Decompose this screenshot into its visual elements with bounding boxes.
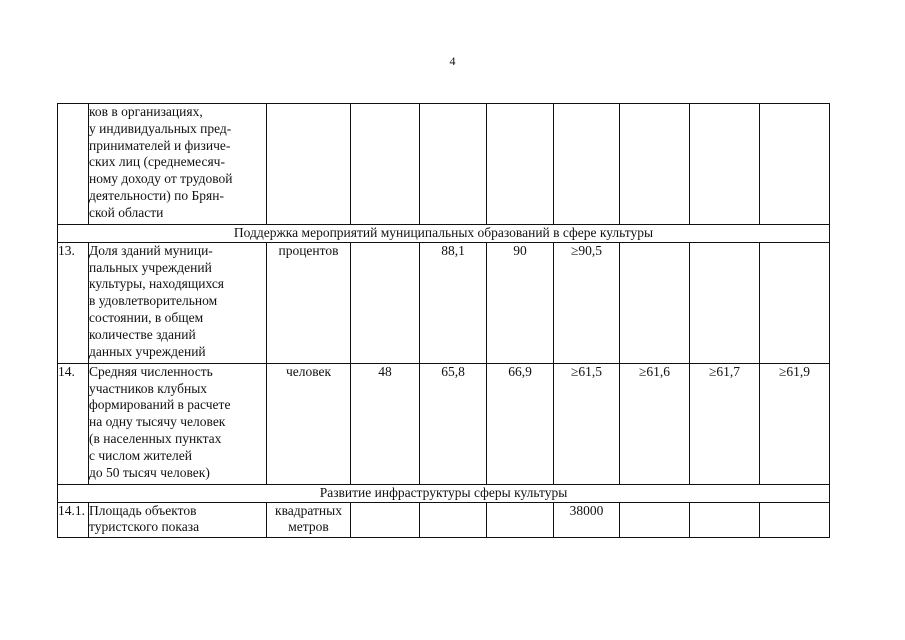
value-cell: 38000 xyxy=(554,502,620,537)
name-line: Средняя численность xyxy=(89,363,213,379)
name-line: состоянии, в общем xyxy=(89,309,204,325)
indicator-name-cell xyxy=(89,502,267,537)
value-cell: ≥61,6 xyxy=(620,363,690,484)
table-row-14 xyxy=(58,363,830,484)
name-line: на одну тысячу человек xyxy=(89,414,226,430)
value-cell: 48 xyxy=(351,363,420,484)
name-line: у индивидуальных пред- xyxy=(89,120,232,136)
value-cell xyxy=(760,104,830,225)
value-cell: 90 xyxy=(487,242,554,363)
name-line: Площадь объектов xyxy=(89,502,197,518)
value-cell xyxy=(351,242,420,363)
unit-cell xyxy=(267,502,351,537)
value-cell xyxy=(487,104,554,225)
value-cell: ≥61,9 xyxy=(760,363,830,484)
table-row-13 xyxy=(58,242,830,363)
unit-line: метров xyxy=(288,519,329,535)
name-line: до 50 тысяч человек) xyxy=(89,464,210,480)
value-cell xyxy=(620,502,690,537)
row-number: 14. xyxy=(58,363,89,484)
value-cell xyxy=(554,104,620,225)
name-line: ской области xyxy=(89,204,164,220)
name-line: с числом жителей xyxy=(89,447,192,463)
value-cell xyxy=(487,502,554,537)
name-line: культуры, находящихся xyxy=(89,276,225,292)
name-line: туристского показа xyxy=(89,519,200,535)
value-cell xyxy=(690,502,760,537)
value-cell xyxy=(420,104,487,225)
value-cell xyxy=(690,242,760,363)
value-cell xyxy=(351,104,420,225)
value-cell xyxy=(760,242,830,363)
value-cell: ≥90,5 xyxy=(554,242,620,363)
name-line: пальных учреждений xyxy=(89,259,212,275)
name-line: принимателей и физиче- xyxy=(89,137,231,153)
value-cell: 66,9 xyxy=(487,363,554,484)
value-cell xyxy=(690,104,760,225)
unit-cell xyxy=(267,104,351,225)
name-line: ков в организациях, xyxy=(89,104,203,119)
name-line: Доля зданий муници- xyxy=(89,242,213,258)
value-cell: ≥61,7 xyxy=(690,363,760,484)
row-number: 13. xyxy=(58,242,89,363)
indicator-name-cell xyxy=(89,363,267,484)
section-header-row xyxy=(58,484,830,502)
table-row-14-1 xyxy=(58,502,830,537)
table-row-continuation xyxy=(58,104,830,225)
row-number: 14.1. xyxy=(58,502,89,537)
section-heading-culture-support: Поддержка мероприятий муниципальных образований в сфере культуры xyxy=(58,225,830,243)
unit-line: квадратных xyxy=(275,502,342,518)
name-line: формирований в расчете xyxy=(89,397,231,413)
name-line: данных учреждений xyxy=(89,343,206,359)
value-cell: 88,1 xyxy=(420,242,487,363)
name-line: в удовлетворительном xyxy=(89,293,218,309)
name-line: количестве зданий xyxy=(89,326,196,342)
indicators-table xyxy=(57,103,830,538)
value-cell: ≥61,5 xyxy=(554,363,620,484)
value-cell xyxy=(760,502,830,537)
value-cell: 65,8 xyxy=(420,363,487,484)
unit-cell: человек xyxy=(267,363,351,484)
section-heading-infrastructure: Развитие инфраструктуры сферы культуры xyxy=(58,484,830,502)
name-line: участников клубных xyxy=(89,380,208,396)
name-line: (в населенных пунктах xyxy=(89,430,222,446)
page-number: 4 xyxy=(449,54,456,68)
name-line: ских лиц (среднемесяч- xyxy=(89,154,225,170)
value-cell xyxy=(420,502,487,537)
value-cell xyxy=(351,502,420,537)
value-cell xyxy=(620,104,690,225)
name-line: ному доходу от трудовой xyxy=(89,171,233,187)
row-number-cell xyxy=(58,104,89,225)
name-line: деятельности) по Брян- xyxy=(89,187,224,203)
value-cell xyxy=(620,242,690,363)
section-header-row xyxy=(58,225,830,243)
unit-cell: процентов xyxy=(267,242,351,363)
indicator-name-cell xyxy=(89,104,267,225)
indicator-name-cell xyxy=(89,242,267,363)
